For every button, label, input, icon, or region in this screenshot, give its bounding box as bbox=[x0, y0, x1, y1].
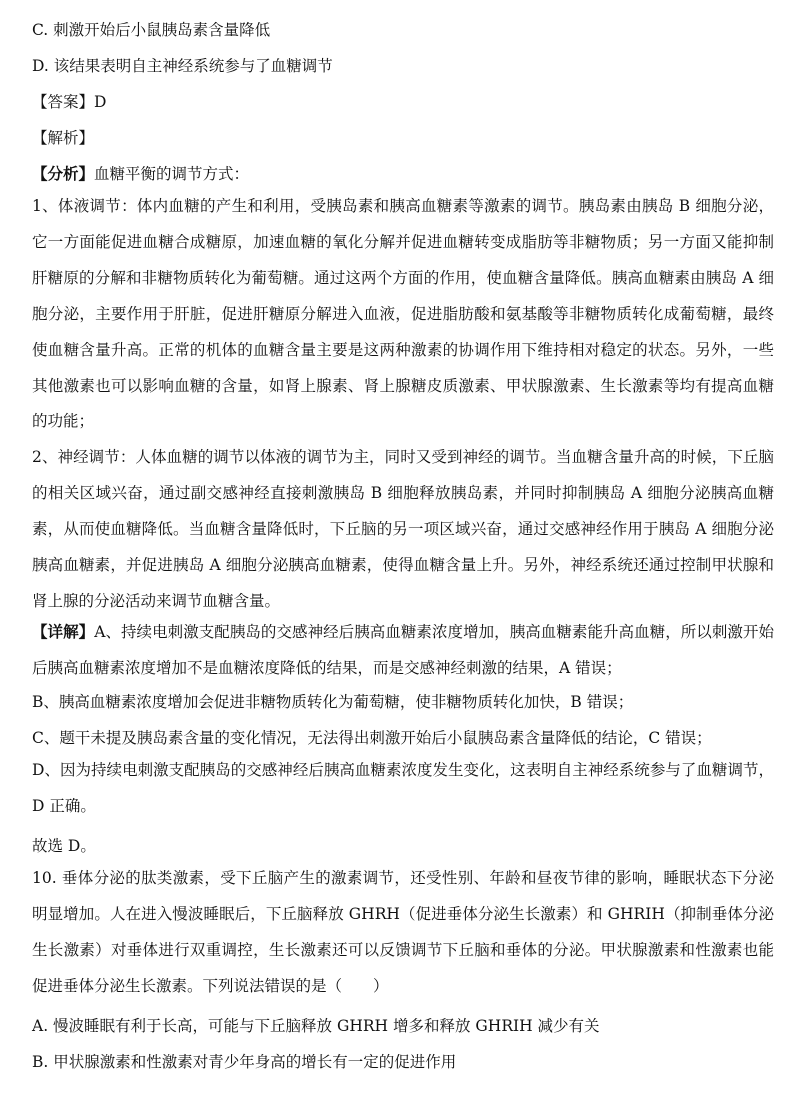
fenxi-label: 【分析】 bbox=[32, 164, 95, 183]
question-10-stem: 10. 垂体分泌的肽类激素，受下丘脑产生的激素调节，还受性别、年龄和昼夜节律的影响，睡眠状态下分泌明显增加。人在进入慢波睡眠后，下丘脑释放 GHRH（促进垂体分泌生长激素）和 GHRIH（抑制垂体分泌生长激素）对垂体进行双重调控，生长激素还可以反馈调节下丘脑和垂体的分泌。甲状腺激素和性激素也能促进垂体分泌生长激素。下列说法错误的是（ ） bbox=[32, 869, 774, 995]
option-d: D. 该结果表明自主神经系统参与了血糖调节 bbox=[32, 57, 333, 75]
answer-value: D bbox=[94, 93, 107, 111]
answer-label: 【答案】 bbox=[32, 93, 95, 111]
fenxi-line bbox=[32, 162, 249, 184]
point-1-paragraph: 1、体液调节：体内血糖的产生和利用，受胰岛素和胰高血糖素等激素的调节。胰岛素由胰岛 B 细胞分泌，它一方面能促进血糖合成糖原，加速血糖的氧化分解并促进血糖转变成脂肪等非糖物质；另一方面又能抑制肝糖原的分解和非糖物质转化为葡萄糖。通过这两个方面的作用，使血糖含量降低。胰高血糖素由胰岛 A 细胞分泌，主要作用于肝脏，促进肝糖原分解进入血液，促进脂肪酸和氨基酸等非糖物质转化成葡萄糖，最终使血糖含量升高。正常的机体的血糖含量主要是这两种激素的协调作用下维持相对稳定的状态。另外，一些其他激素也可以影响血糖的含量，如肾上腺素、肾上腺糖皮质激素、甲状腺激素、生长激素等均有提高血糖的功能； bbox=[32, 197, 775, 431]
detail-c: C、题干未提及胰岛素含量的变化情况，无法得出刺激开始后小鼠胰岛素含量降低的结论，C 错误； bbox=[32, 729, 712, 747]
analysis-label: 【解析】 bbox=[32, 129, 95, 147]
conclusion: 故选 D。 bbox=[32, 837, 96, 855]
q10-option-a: A. 慢波睡眠有利于长高，可能与下丘脑释放 GHRH 增多和释放 GHRIH 减少有关 bbox=[32, 1017, 600, 1035]
option-c: C. 刺激开始后小鼠胰岛素含量降低 bbox=[32, 21, 271, 39]
point-2-paragraph: 2、神经调节：人体血糖的调节以体液的调节为主，同时又受到神经的调节。当血糖含量升高的时候，下丘脑的相关区域兴奋，通过副交感神经直接刺激胰岛 B 细胞释放胰岛素，并同时抑制胰岛 A 细胞分泌胰高血糖素，从而使血糖降低。当血糖含量降低时，下丘脑的另一项区域兴奋，通过交感神经作用于胰岛 A 细胞分泌胰高血糖素，并促进胰岛 A 细胞分泌胰高血糖素，使得血糖含量上升。另外，神经系统还通过控制甲状腺和肾上腺的分泌活动来调节血糖含量。 bbox=[32, 448, 774, 610]
detail-b: B、胰高血糖素浓度增加会促进非糖物质转化为葡萄糖，使非糖物质转化加快，B 错误； bbox=[32, 693, 634, 711]
q10-option-b: B. 甲状腺激素和性激素对青少年身高的增长有一定的促进作用 bbox=[32, 1053, 457, 1071]
detail-a-paragraph bbox=[32, 614, 774, 687]
detail-label: 【详解】 bbox=[32, 622, 95, 641]
detail-d-paragraph: D、因为持续电刺激支配胰岛的交感神经后胰高血糖素浓度发生变化，这表明自主神经系统参与了血糖调节，D 正确。 bbox=[32, 761, 774, 815]
detail-a-text: A、持续电刺激支配胰岛的交感神经后胰高血糖素浓度增加，胰高血糖素能升高血糖，所以刺激开始后胰高血糖素浓度增加不是血糖浓度降低的结果，而是交感神经刺激的结果，A 错误； bbox=[32, 623, 774, 677]
fenxi-text: 血糖平衡的调节方式： bbox=[94, 165, 250, 183]
answer-line bbox=[32, 90, 106, 112]
